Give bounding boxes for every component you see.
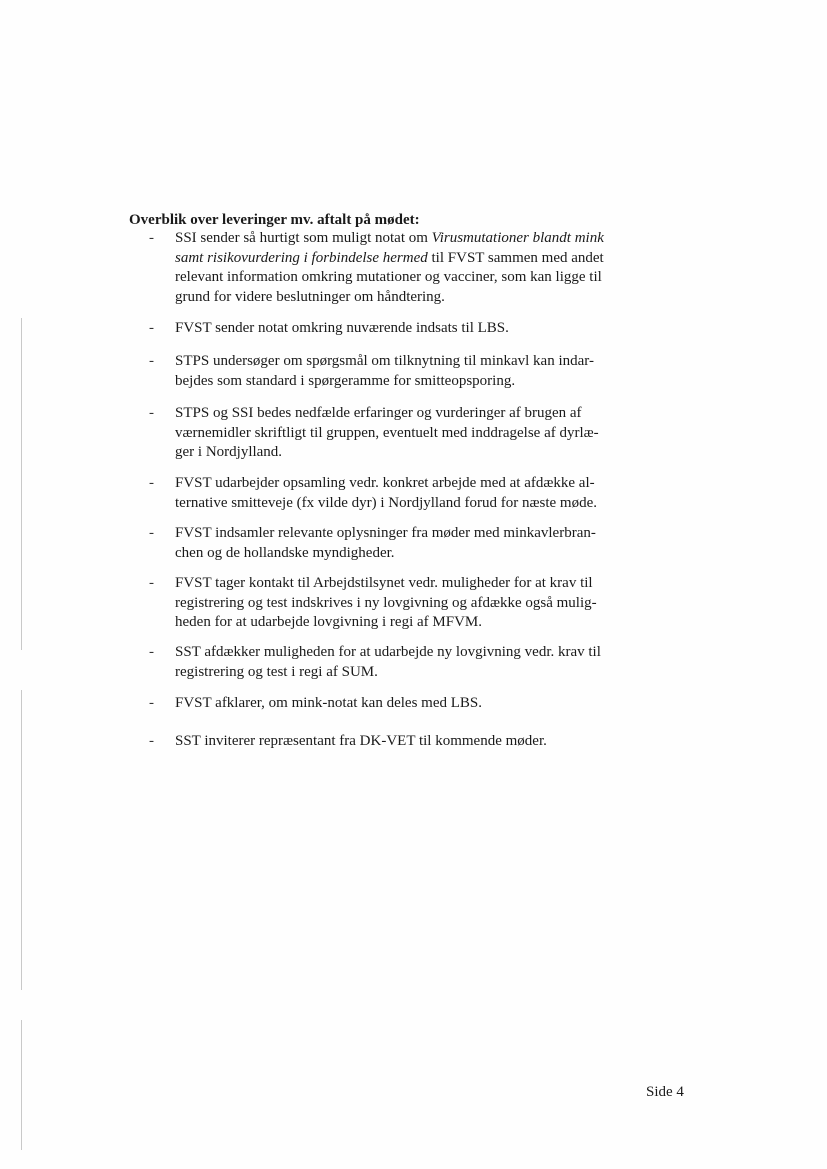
text-segment: heden for at udarbejde lovgivning i regi af MFVM. xyxy=(175,614,483,630)
text-segment: STPS og SSI bedes nedfælde erfaringer og vurderinger af brugen af xyxy=(175,405,582,421)
text-segment: SSI sender så hurtigt som muligt notat om xyxy=(175,230,432,246)
text-segment: SST afdækker muligheden for at udarbejde ny lovgivning vedr. krav til xyxy=(175,644,601,660)
text-segment: ternative smitteveje (fx vilde dyr) i Nordjylland forud for næste møde. xyxy=(175,494,597,511)
text-line xyxy=(175,613,605,633)
text-segment: STPS undersøger om spørgsmål om tilknytning til minkavl kan indar- xyxy=(175,353,594,369)
text-segment: bejdes som standard i spørgeramme for smitteopsporing. xyxy=(175,372,516,389)
list-bullet-dash: - xyxy=(149,475,154,491)
text-segment: FVST udarbejder opsamling vedr. konkret arbejde med at afdække al- xyxy=(175,475,595,491)
text-segment: relevant information omkring mutationer og vacciner, som kan ligge til xyxy=(175,269,602,285)
list-item-text xyxy=(175,352,605,391)
text-line xyxy=(175,268,605,288)
text-segment: FVST indsamler relevante oplysninger fra møder med minkavlerbran- xyxy=(175,525,596,541)
list-bullet-dash: - xyxy=(149,644,154,660)
text-line xyxy=(175,643,605,663)
text-line xyxy=(175,732,605,752)
list-bullet-dash: - xyxy=(149,230,154,246)
text-line xyxy=(175,494,605,514)
list-bullet-dash: - xyxy=(149,353,154,369)
list-item-text xyxy=(175,643,605,682)
list-bullet-dash: - xyxy=(149,525,154,541)
text-segment: til FVST sammen med andet xyxy=(427,249,604,266)
text-segment: ger i Nordjylland. xyxy=(175,444,283,460)
text-line xyxy=(175,229,605,249)
scan-edge-line xyxy=(21,318,22,650)
text-line xyxy=(175,544,605,564)
text-line xyxy=(175,524,605,544)
list-bullet-dash: - xyxy=(149,575,154,591)
italic-reference: Virusmutationer blandt mink xyxy=(431,230,604,246)
list-item-text xyxy=(175,524,605,563)
text-line xyxy=(175,288,605,308)
list-bullet-dash: - xyxy=(149,405,154,421)
text-line xyxy=(175,474,605,494)
list-item-text xyxy=(175,694,605,714)
scan-edge-line xyxy=(21,690,22,990)
text-segment: FVST tager kontakt til Arbejdstilsynet vedr. muligheder for at krav til xyxy=(175,575,593,591)
list-item-text xyxy=(175,229,605,307)
list-item-text xyxy=(175,474,605,513)
text-segment: FVST afklarer, om mink-notat kan deles med LBS. xyxy=(175,695,482,711)
text-segment: chen og de hollandske myndigheder. xyxy=(175,544,395,561)
text-line xyxy=(175,404,605,424)
list-item-text xyxy=(175,404,605,463)
text-line xyxy=(175,594,605,614)
text-segment: SST inviterer repræsentant fra DK-VET til kommende møder. xyxy=(175,733,547,749)
text-segment: registrering og test i regi af SUM. xyxy=(175,663,378,680)
text-segment: FVST sender notat omkring nuværende indsats til LBS. xyxy=(175,320,509,336)
section-heading: Overblik over leveringer mv. aftalt på mødet: xyxy=(129,212,420,228)
text-line xyxy=(175,574,605,594)
list-item-text xyxy=(175,732,605,752)
text-line xyxy=(175,424,605,444)
scan-edge-line xyxy=(21,1020,22,1150)
text-line xyxy=(175,663,605,683)
list-bullet-dash: - xyxy=(149,733,154,749)
text-line xyxy=(175,443,605,463)
text-line xyxy=(175,372,605,392)
italic-reference: samt risikovurdering i forbindelse hermed xyxy=(175,249,428,266)
list-item-text xyxy=(175,574,605,633)
text-line xyxy=(175,694,605,714)
text-line xyxy=(175,249,605,269)
list-item-text xyxy=(175,319,605,339)
page-number: Side 4 xyxy=(646,1084,684,1100)
text-segment: registrering og test indskrives i ny lovgivning og afdække også mulig- xyxy=(175,594,597,611)
list-bullet-dash: - xyxy=(149,695,154,711)
text-line xyxy=(175,352,605,372)
text-segment: værnemidler skriftligt til gruppen, eventuelt med inddragelse af dyrlæ- xyxy=(175,424,599,441)
list-bullet-dash: - xyxy=(149,320,154,336)
text-line xyxy=(175,319,605,339)
text-segment: grund for videre beslutninger om håndtering. xyxy=(175,288,445,305)
